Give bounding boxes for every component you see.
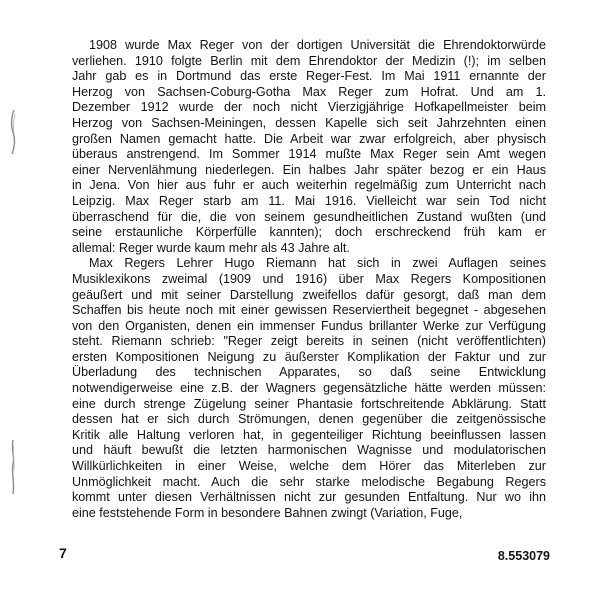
- text-line: verliehen. 1910 folgte Berlin mit dem Ehrendoktor der Medizin (!); im selben: [72, 53, 546, 68]
- text-line: eine durch strenge Zügelung seiner Phantasie fortschreitende Abklärung. Statt: [72, 396, 546, 411]
- text-line: geäußert und mit seiner Darstellung zweifellos dafür gesorgt, daß man dem: [72, 287, 546, 302]
- text-line: kommt unter diesen Verhältnissen nicht zur gesunden Entfaltung. Nur wo ihn: [72, 490, 546, 505]
- text-line: überaus anstrengend. Im Sommer 1914 mußte Max Reger sein Amt wegen: [72, 147, 546, 162]
- text-line: notwendigerweise eine z.B. der Wagners gegensätzliche hätte werden müssen:: [72, 381, 546, 396]
- text-line: Kritik alle Haltung verloren hat, in gegenteiliger Richtung beeinflussen lassen: [72, 427, 546, 442]
- text-line: eine feststehende Form in besondere Bahnen zwingt (Variation, Fuge,: [72, 505, 463, 520]
- text-line: und häuft bewußt die letzten harmonischen Wagnisse und modulatorischen: [72, 443, 546, 458]
- text-line: von den Organisten, denen ein immenser Fundus brillanter Werke zur Verfügung: [72, 318, 546, 333]
- text-line: großen Namen gemacht hatte. Die Arbeit war zwar erfolgreich, aber physisch: [72, 131, 546, 146]
- text-line: Willkürlichkeiten in einer Weise, welche dem Hörer das Miterleben zur: [72, 459, 546, 474]
- text-line: in Jena. Von hier aus fuhr er auch weiterhin regelmäßig zum Unterricht nach: [72, 178, 546, 193]
- body-text: [72, 38, 546, 521]
- text-line: steht. Riemann schrieb: "Reger zeigt bereits in seinen (nicht veröffentlichten): [72, 334, 546, 349]
- text-line: einer Nervenlähmung niederlegen. Ein halbes Jahr später bezog er ein Haus: [72, 162, 546, 177]
- text-line: Max Regers Lehrer Hugo Riemann hat sich in zwei Auflagen seines: [89, 256, 546, 271]
- text-line: ersten Kompositionen Neigung zu äußerster Komplikation der Faktur und zur: [72, 349, 546, 364]
- catalog-number: 8.553079: [497, 549, 550, 563]
- text-line: dessen hat er sich durch Strömungen, denen gegenüber die zeitgenössische: [72, 412, 546, 427]
- text-line: Jahr gab es in Dortmund das erste Reger-Fest. Im Mai 1911 ernannte der: [72, 69, 546, 84]
- paragraph-reger-biography: [72, 38, 546, 256]
- text-line: Herzog von Sachsen-Coburg-Gotha Max Reger zum Hofrat. Und am 1.: [72, 84, 546, 99]
- text-line: Dezember 1912 wurde der noch nicht Vierzigjährige Hofkapellmeister beim: [72, 100, 546, 115]
- text-line: allemal: Reger wurde kaum mehr als 43 Jahre alt.: [72, 240, 350, 255]
- paragraph-riemann-critique: [72, 256, 546, 521]
- staple-mark-top: [8, 108, 18, 156]
- text-line: Schaffen bis heute noch mit einer gewissen Reserviertheit begegnet - abgesehen: [72, 303, 546, 318]
- text-line: Unmöglichkeit macht. Auch die sehr starke melodische Begabung Regers: [72, 474, 546, 489]
- text-line: Leipzig. Max Reger starb am 11. Mai 1916. Vielleicht war sein Tod nicht: [72, 193, 546, 208]
- text-line: Musiklexikons zweimal (1909 und 1916) über Max Regers Kompositionen: [72, 271, 546, 286]
- text-line: 1908 wurde Max Reger von der dortigen Universität die Ehrendoktorwürde: [89, 38, 546, 52]
- text-line: überraschend für die, die von seinem gesundheitlichen Zustand wußten (und: [72, 209, 546, 224]
- text-line: Überladung des technischen Apparates, so daß seine Entwicklung: [72, 365, 546, 380]
- page-number: 7: [59, 545, 67, 561]
- text-line: seine erstaunliche Körperfülle kannten); doch erschreckend früh kam er: [72, 225, 546, 240]
- staple-mark-bottom: [8, 438, 18, 496]
- text-line: Herzog von Sachsen-Meiningen, dessen Kapelle sich seit Jahrzehnten einen: [72, 115, 546, 130]
